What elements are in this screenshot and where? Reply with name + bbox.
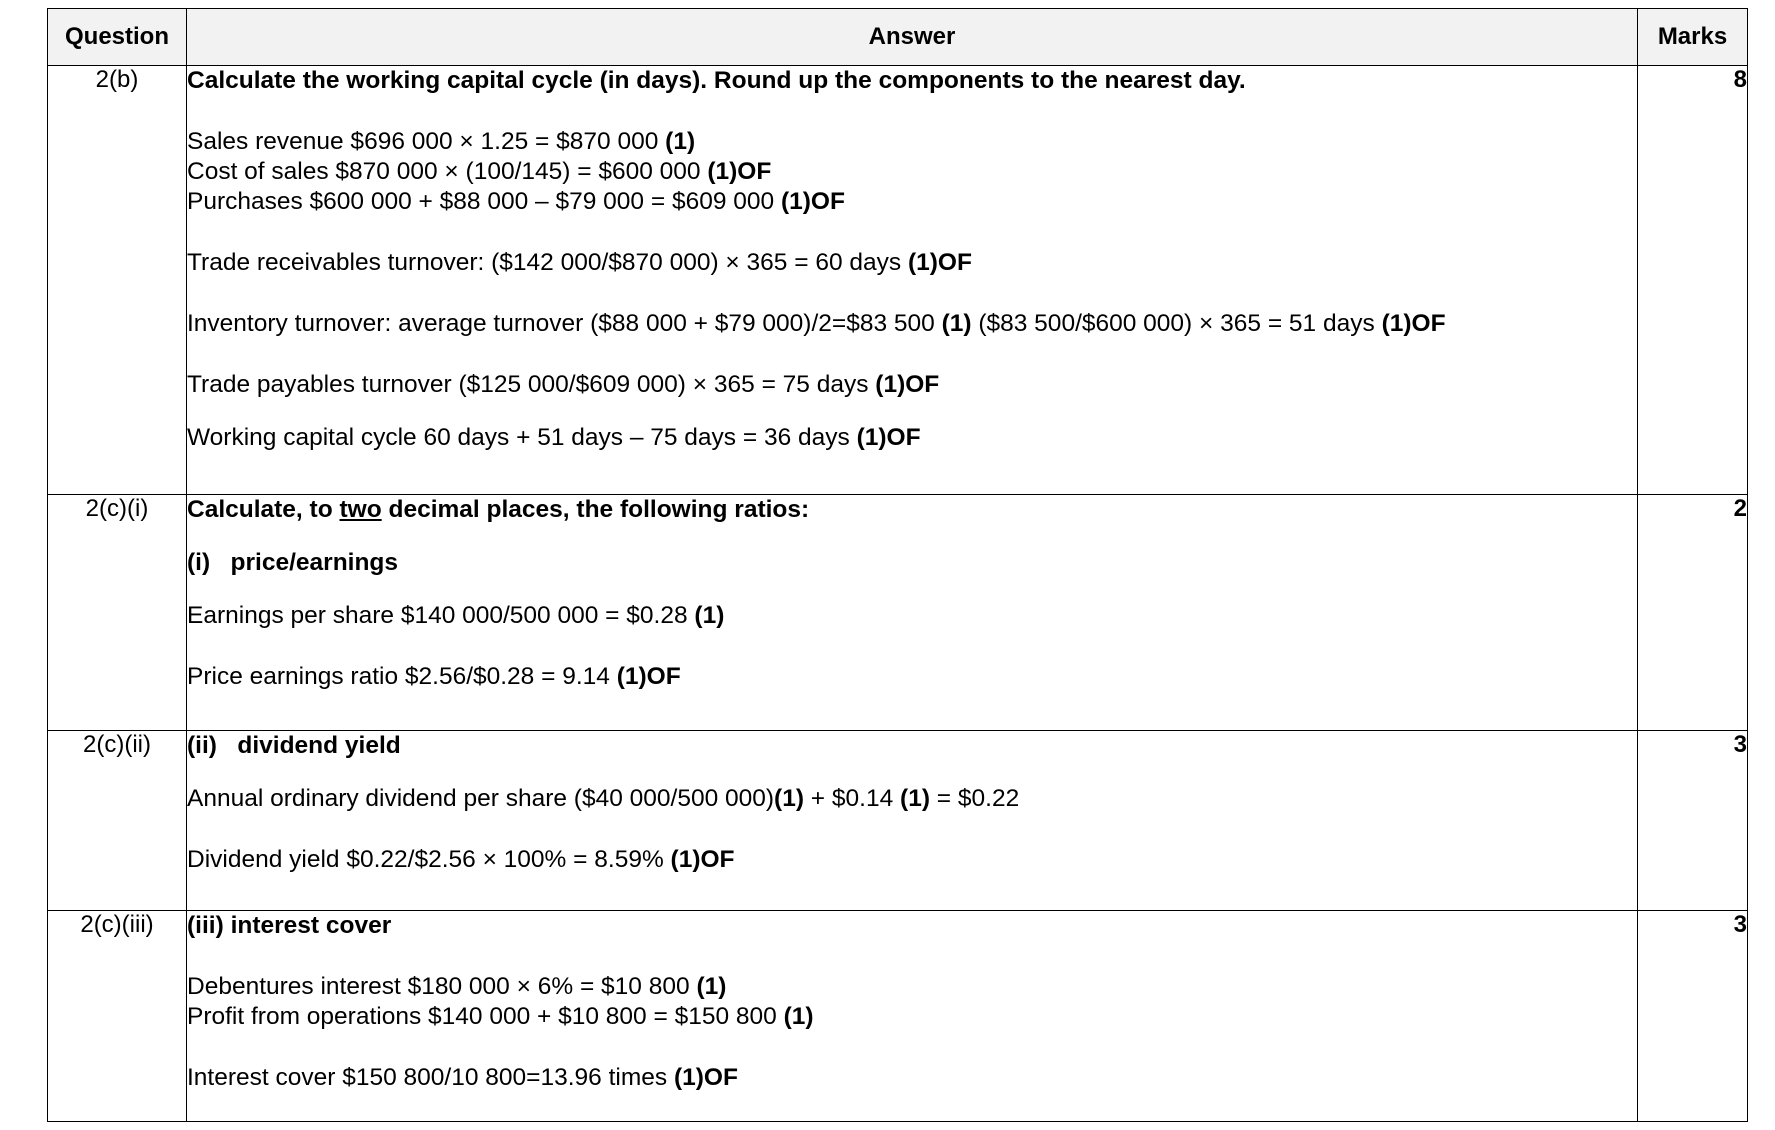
marks-value: 3 [1638,731,1748,911]
question-number: 2(c)(ii) [48,731,187,911]
answer-line-receivables: Trade receivables turnover: ($142 000/$870 000) × 365 = 60 days (1)OF [187,249,972,276]
mark-scheme-table [47,8,1748,1122]
mark-award: (1)OF [616,663,681,690]
mark-award: (1) [665,128,696,155]
sub-question: (ii) dividend yield [187,732,401,759]
question-number: 2(c)(i) [48,495,187,731]
answer-line-cost-of-sales: Cost of sales $870 000 × (100/145) = $600 000 (1)OF [187,158,772,185]
answer-line-purchases: Purchases $600 000 + $88 000 – $79 000 = $609 000 (1)OF [187,188,845,215]
mark-award: (1)OF [907,249,972,276]
marks-value: 8 [1638,66,1748,495]
mark-award: (1) [941,310,972,337]
answer-cell [187,911,1638,1122]
answer-line-sales: Sales revenue $696 000 × 1.25 = $870 000 (1) [187,128,696,155]
sub-question: (iii) interest cover [187,912,392,939]
answer-line-interest-cover: Interest cover $150 800/10 800=13.96 times (1)OF [187,1064,738,1091]
answer-line-inventory: Inventory turnover: average turnover ($88 000 + $79 000)/2=$83 500 (1) ($83 500/$600 000) × 365 = 51 days (1)OF [187,310,1446,337]
marks-value: 3 [1638,911,1748,1122]
header-answer: Answer [187,9,1638,66]
answer-cell [187,731,1638,911]
sub-question: (i) price/earnings [187,549,399,576]
answer-cell [187,66,1638,495]
mark-award: (1) [783,1003,814,1030]
mark-award: (1)OF [673,1064,738,1091]
mark-award: (1) [900,785,930,812]
answer-line-dividend-yield: Dividend yield $0.22/$2.56 × 100% = 8.59% (1)OF [187,846,735,873]
header-marks: Marks [1638,9,1748,66]
mark-award: (1)OF [707,158,772,185]
mark-award: (1)OF [780,188,845,215]
marks-value: 2 [1638,495,1748,731]
answer-line-debenture-interest: Debentures interest $180 000 × 6% = $10 800 (1) [187,973,727,1000]
answer-cell [187,495,1638,731]
table-row-2cii [48,731,1748,911]
question-prompt: Calculate the working capital cycle (in days). Round up the components to the nearest day. [187,67,1246,94]
answer-group [187,972,1637,1032]
table-row-2ciii [48,911,1748,1122]
question-prompt: Calculate, to two decimal places, the following ratios: [187,496,810,523]
answer-line-dividend-per-share: Annual ordinary dividend per share ($40 000/500 000)(1) + $0.14 (1) = $0.22 [187,785,1020,812]
mark-award: (1)OF [856,424,921,451]
answer-line-profit-from-operations: Profit from operations $140 000 + $10 800 = $150 800 (1) [187,1003,814,1030]
answer-line-pe-ratio: Price earnings ratio $2.56/$0.28 = 9.14 (1)OF [187,663,681,690]
answer-line-cycle: Working capital cycle 60 days + 51 days – 75 days = 36 days (1)OF [187,424,921,451]
mark-award: (1) [696,973,727,1000]
question-number: 2(c)(iii) [48,911,187,1122]
mark-award: (1) [774,785,804,812]
table-row-2b [48,66,1748,495]
mark-award: (1) [694,602,725,629]
question-number: 2(b) [48,66,187,495]
table-row-2ci [48,495,1748,731]
mark-award: (1)OF [875,371,940,398]
mark-award: (1)OF [1381,310,1446,337]
answer-line-payables: Trade payables turnover ($125 000/$609 000) × 365 = 75 days (1)OF [187,371,940,398]
header-row [48,9,1748,66]
header-question: Question [48,9,187,66]
mark-award: (1)OF [670,846,735,873]
answer-group [187,127,1637,217]
answer-line-eps: Earnings per share $140 000/500 000 = $0.28 (1) [187,602,725,629]
